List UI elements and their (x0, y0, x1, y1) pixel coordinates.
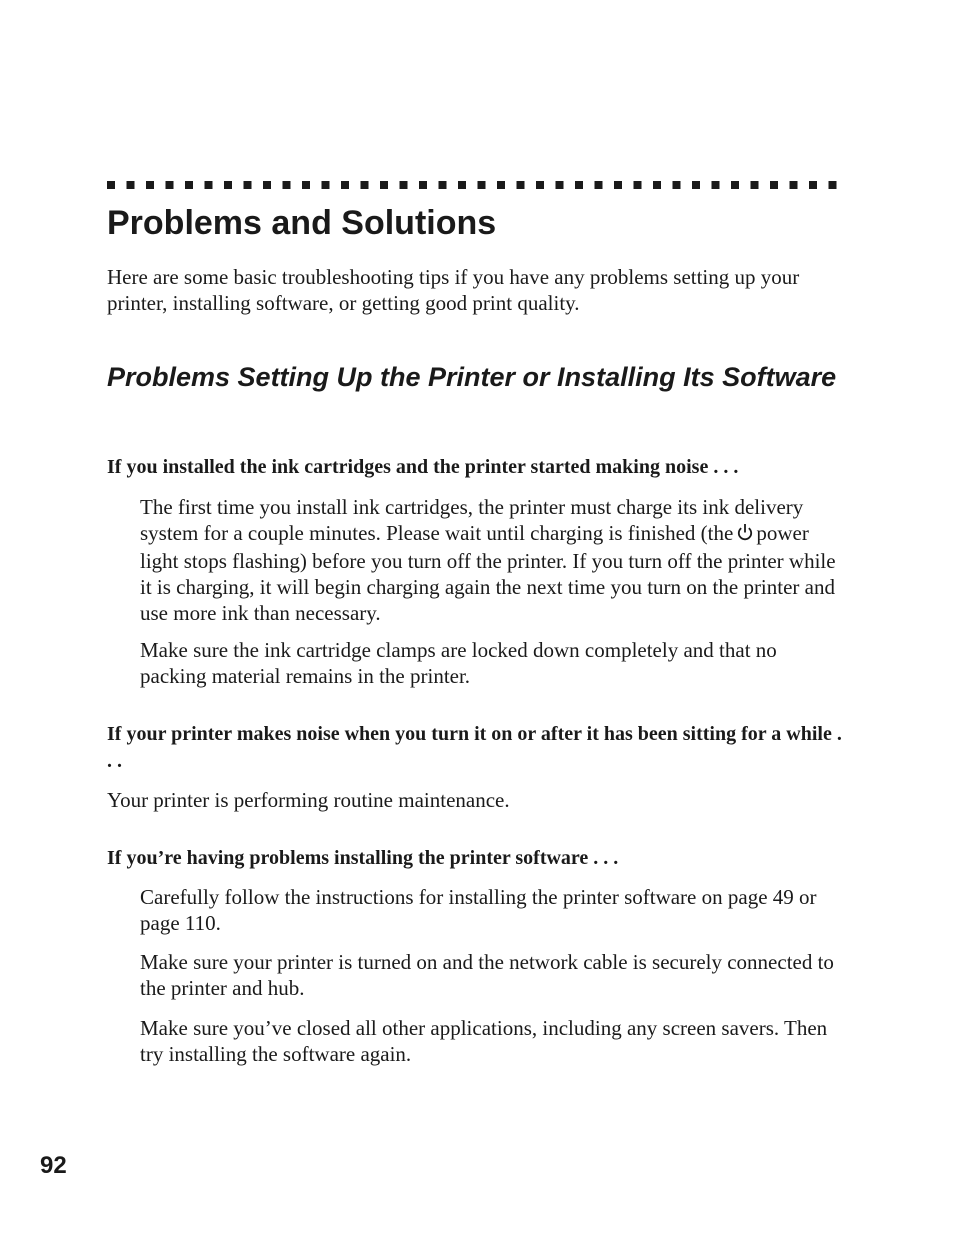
topic-ink-noise-paragraph-2: Make sure the ink cartridge clamps are locked down completely and that no packing material remains in the printer. (140, 638, 777, 688)
topic-software-paragraph-1: Carefully follow the instructions for installing the printer software on page 49 or page 110. (140, 885, 817, 935)
section-title: Problems Setting Up the Printer or Installing Its Software (107, 362, 837, 392)
topic-title-software-install: If you’re having problems installing the printer software . . . (107, 847, 619, 869)
paragraph-text-before-icon: The first time you install ink cartridges, the printer must charge its ink delivery system for a couple minutes. Please wait until charging is finished (the (140, 495, 804, 545)
power-icon (736, 522, 754, 548)
page-number: 92 (40, 1152, 67, 1179)
paragraph-text-after-icon: power light stops flashing) before you turn off the printer. If you turn off the printer while it is charging, it will begin charging again the next time you turn on the printer and use more ink than necessary. (140, 521, 836, 625)
topic-ink-noise-paragraph-1 (140, 494, 842, 626)
dotted-rule-divider (107, 181, 848, 189)
topic-software-paragraph-2: Make sure your printer is turned on and the network cable is securely connected to the printer and hub. (140, 950, 834, 1000)
topic-software-paragraph-3: Make sure you’ve closed all other applications, including any screen savers. Then try installing the software again. (140, 1016, 828, 1066)
page-title: Problems and Solutions (107, 204, 497, 242)
topic-title-routine-noise: If your printer makes noise when you turn it on or after it has been sitting for a while . . . (107, 723, 842, 772)
topic-title-ink-noise: If you installed the ink cartridges and the printer started making noise . . . (107, 456, 739, 478)
topic-routine-noise-paragraph: Your printer is performing routine maintenance. (107, 788, 510, 812)
intro-paragraph: Here are some basic troubleshooting tips if you have any problems setting up your printer, installing software, or getting good print quality. (107, 265, 800, 315)
